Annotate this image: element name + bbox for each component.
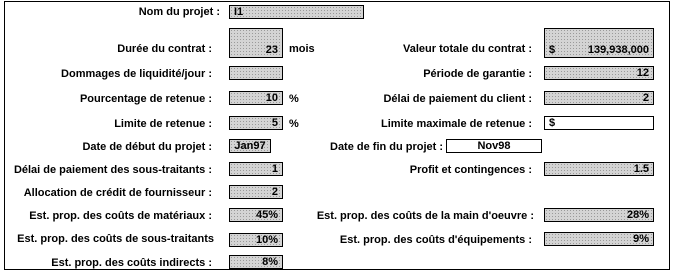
indirect-cost-label: Est. prop. des coûts indirects : (51, 257, 212, 269)
end-date-field[interactable]: Nov98 (446, 139, 542, 153)
supplier-credit-field[interactable]: 2 (229, 185, 283, 199)
total-value-amount: 139,938,000 (587, 44, 649, 56)
subcontractor-delay-field[interactable]: 1 (229, 162, 283, 176)
retention-percent-label: Pourcentage de retenue : (79, 93, 212, 105)
retention-limit-unit: % (289, 118, 299, 130)
labor-cost-field[interactable]: 28% (544, 208, 654, 222)
total-value-currency: $ (549, 44, 556, 56)
material-cost-label: Est. prop. des coûts de matériaux : (29, 210, 212, 222)
max-retention-label: Limite maximale de retenue : (381, 118, 532, 130)
end-date-label: Date de fin du projet : (330, 141, 444, 153)
client-delay-field[interactable]: 2 (544, 91, 654, 105)
labor-cost-label: Est. prop. des coûts de la main d'oeuvre : (316, 210, 534, 222)
total-value-label: Valeur totale du contrat : (403, 43, 532, 55)
project-name-label: Nom du projet : (138, 6, 220, 18)
equipment-cost-field[interactable]: 9% (544, 232, 654, 246)
start-date-field[interactable]: Jan97 (229, 139, 271, 153)
max-retention-field[interactable] (544, 116, 654, 130)
retention-limit-label: Limite de retenue : (114, 118, 212, 130)
indirect-cost-field[interactable]: 8% (229, 255, 283, 269)
max-retention-currency: $ (549, 117, 556, 129)
duration-field[interactable]: 23 (229, 28, 283, 58)
supplier-credit-label: Allocation de crédit de fournisseur : (23, 187, 212, 199)
start-date-label: Date de début du projet : (82, 141, 212, 153)
material-cost-field[interactable]: 45% (229, 208, 283, 222)
profit-label: Profit et contingences : (409, 164, 532, 176)
subcontract-cost-field[interactable]: 10% (229, 233, 283, 247)
warranty-label: Période de garantie : (423, 68, 532, 80)
retention-limit-field[interactable]: 5 (229, 116, 283, 130)
project-name-field[interactable]: I1 (229, 5, 364, 19)
duration-label: Durée du contrat : (117, 43, 212, 55)
total-value-field[interactable] (544, 28, 654, 58)
profit-field[interactable]: 1.5 (544, 162, 654, 176)
warranty-field[interactable]: 12 (544, 66, 654, 80)
liquidated-damages-label: Dommages de liquidité/jour : (61, 68, 212, 80)
liquidated-damages-field[interactable] (229, 66, 283, 80)
retention-percent-unit: % (289, 93, 299, 105)
duration-unit: mois (289, 43, 315, 55)
subcontract-cost-label: Est. prop. des coûts de sous-traitants (17, 233, 214, 245)
retention-percent-field[interactable]: 10 (229, 91, 283, 105)
equipment-cost-label: Est. prop. des coûts d'équipements : (339, 234, 532, 246)
client-delay-label: Délai de paiement du client : (383, 93, 532, 105)
subcontractor-delay-label: Délai de paiement des sous-traitants : (13, 164, 212, 176)
